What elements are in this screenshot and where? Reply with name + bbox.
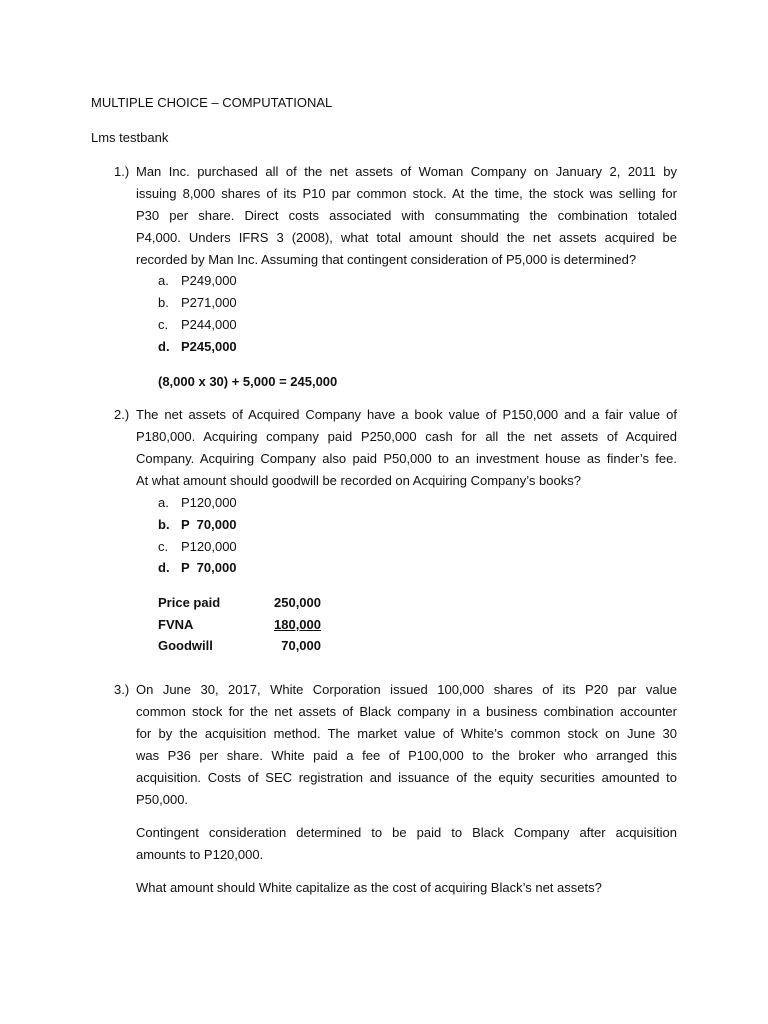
question-1-line: Man Inc. purchased all of the net assets of Woman Company on January 2, 2011 by	[136, 164, 677, 179]
question-3-paragraph-2-line: amounts to P120,000.	[136, 847, 264, 862]
question-1-option-d-answer: P245,000	[181, 339, 237, 354]
question-3-number: 3.)	[114, 682, 130, 697]
question-3-line: acquisition. Costs of SEC registration and issuance of the equity securities amounted to	[136, 770, 677, 785]
question-3-line: On June 30, 2017, White Corporation issued 100,000 shares of its P20 par value	[136, 682, 677, 697]
question-2-option-a: P120,000	[181, 495, 237, 510]
question-1-option-a-letter: a.	[158, 273, 169, 288]
goodwill-table-value: 180,000	[274, 617, 321, 632]
question-3-line: common stock for the net assets of Black company in a business combination accounter	[136, 704, 677, 719]
question-2-number: 2.)	[114, 407, 130, 422]
question-2-line: The net assets of Acquired Company have a book value of P150,000 and a fair value of	[136, 407, 677, 422]
question-3-line: for by the acquisition method. The market value of White’s common stock on June 30	[136, 726, 677, 741]
question-1-option-a: P249,000	[181, 273, 237, 288]
question-2-option-c-letter: c.	[158, 539, 169, 554]
goodwill-table-value: 250,000	[274, 595, 321, 610]
question-2-option-a-letter: a.	[158, 495, 169, 510]
question-2-line: Company. Acquiring Company also paid P50,000 to an investment house as finder’s fee.	[136, 451, 677, 466]
question-2-line: At what amount should goodwill be recorded on Acquiring Company’s books?	[136, 473, 581, 488]
question-1-line: P4,000. Unders IFRS 3 (2008), what total amount should the net assets acquired be	[136, 230, 677, 245]
question-2-option-d-answer: P 70,000	[181, 560, 237, 575]
question-2-option-b-letter: b.	[158, 517, 170, 532]
question-1-option-c-letter: c.	[158, 317, 169, 332]
question-1-line: recorded by Man Inc. Assuming that contingent consideration of P5,000 is determined?	[136, 252, 637, 267]
question-1-solution: (8,000 x 30) + 5,000 = 245,000	[158, 374, 338, 389]
question-2-option-d-letter: d.	[158, 560, 170, 575]
document-subtitle: Lms testbank	[91, 130, 169, 145]
question-2-option-b-answer: P 70,000	[181, 517, 237, 532]
question-1-option-b-letter: b.	[158, 295, 169, 310]
question-1-option-b: P271,000	[181, 295, 237, 310]
question-3-prompt: What amount should White capitalize as the cost of acquiring Black’s net assets?	[136, 880, 602, 895]
question-3-paragraph-2-line: Contingent consideration determined to be paid to Black Company after acquisition	[136, 825, 677, 840]
document-title: MULTIPLE CHOICE – COMPUTATIONAL	[91, 95, 333, 110]
question-1-option-c: P244,000	[181, 317, 237, 332]
goodwill-table-label: FVNA	[158, 617, 194, 632]
question-1-line: issuing 8,000 shares of its P10 par common stock. At the time, the stock was selling for	[136, 186, 677, 201]
goodwill-table-label: Goodwill	[158, 638, 213, 653]
question-3-line: was P36 per share. White paid a fee of P100,000 to the broker who arranged this	[136, 748, 677, 763]
question-1-line: P30 per share. Direct costs associated with consummating the combination totaled	[136, 208, 677, 223]
question-2-line: P180,000. Acquiring company paid P250,000 cash for all the net assets of Acquired	[136, 429, 677, 444]
goodwill-table-label: Price paid	[158, 595, 221, 610]
question-2-option-c: P120,000	[181, 539, 237, 554]
question-1-number: 1.)	[114, 164, 130, 179]
question-1-option-d-letter: d.	[158, 339, 170, 354]
question-3-line: P50,000.	[136, 792, 189, 807]
goodwill-table-value: 70,000	[281, 638, 321, 653]
